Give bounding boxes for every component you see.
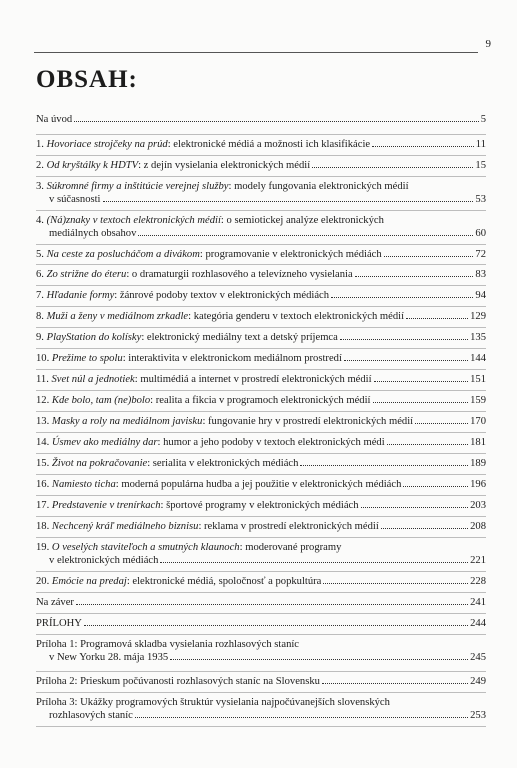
toc-entry-text: Príloha 3: Ukážky programových štruktúr vysielania najpočúvanejších slovenských xyxy=(36,697,390,708)
toc-entry xyxy=(36,475,486,496)
toc-entry xyxy=(36,496,486,517)
toc-entry xyxy=(36,245,486,265)
toc-page-number: 253 xyxy=(470,710,486,721)
toc-page-number: 249 xyxy=(470,676,486,687)
toc-entry-text: Na úvod xyxy=(36,114,73,125)
dot-leader xyxy=(323,583,468,584)
toc-entry xyxy=(36,572,486,593)
dot-leader xyxy=(415,423,468,424)
toc-page-number: 94 xyxy=(475,290,486,301)
toc-entry-text: 10. Prežime to spolu: interaktivita v elektronickom mediálnom prostredí xyxy=(36,353,342,364)
toc-entry-text: 17. Predstavenie v trenírkach: športové programy v elektronických médiách xyxy=(36,500,359,511)
toc-page-number: 221 xyxy=(470,555,486,566)
toc-entry xyxy=(36,593,486,614)
toc-page-number: 241 xyxy=(470,597,486,608)
dot-leader xyxy=(76,604,468,605)
dot-leader xyxy=(374,381,469,382)
toc-page-number: 135 xyxy=(470,332,486,343)
toc-entry xyxy=(36,370,486,391)
dot-leader xyxy=(355,276,474,277)
toc-entry-text: Na záver xyxy=(36,597,74,608)
toc-entry-text: 14. Úsmev ako mediálny dar: humor a jeho podoby v textoch elektronických médi xyxy=(36,437,385,448)
toc-entry-text: 15. Život na pokračovanie: serialita v elektronických médiách xyxy=(36,458,299,469)
toc-page-number: 189 xyxy=(470,458,486,469)
page-number: 9 xyxy=(485,38,491,50)
toc-page-number: 203 xyxy=(470,500,486,511)
toc-entry xyxy=(36,328,486,349)
toc-entry xyxy=(36,286,486,307)
dot-leader xyxy=(312,167,473,168)
dot-leader xyxy=(384,256,474,257)
toc-page-number: 15 xyxy=(475,160,486,171)
dot-leader xyxy=(403,486,468,487)
toc-entry xyxy=(36,635,486,672)
toc-page-number: 11 xyxy=(475,139,486,150)
toc-entry-text: v súčasnosti xyxy=(49,194,101,205)
toc-entry xyxy=(36,110,486,135)
dot-leader xyxy=(361,507,469,508)
dot-leader xyxy=(135,717,468,718)
toc-entry xyxy=(36,693,486,727)
toc-page-number: 144 xyxy=(470,353,486,364)
toc-entry-text: 7. Hľadanie formy: žánrové podoby textov v elektronických médiách xyxy=(36,290,330,301)
toc-entry-text: 8. Muži a ženy v mediálnom zrkadle: kategória genderu v textoch elektronických médií xyxy=(36,311,405,322)
toc-page-number: 245 xyxy=(470,652,486,663)
toc-entry-text: mediálnych obsahov xyxy=(49,228,137,239)
toc-entry-text: 16. Namiesto ticha: moderná populárna hudba a jej použitie v elektronických médiách xyxy=(36,479,402,490)
toc-entry-text: 6. Zo strižne do éteru: o dramaturgii rozhlasového a televízneho vysielania xyxy=(36,269,353,280)
dot-leader xyxy=(322,683,468,684)
toc-entry xyxy=(36,672,486,693)
toc-entry xyxy=(36,538,486,572)
dot-leader xyxy=(344,360,468,361)
dot-leader xyxy=(160,562,468,563)
toc-entry-text: 12. Kde bolo, tam (ne)bolo: realita a fikcia v programoch elektronických médií xyxy=(36,395,371,406)
toc-page-number: 159 xyxy=(470,395,486,406)
toc-page-number: 53 xyxy=(475,194,486,205)
dot-leader xyxy=(387,444,468,445)
toc-page-number: 72 xyxy=(475,249,486,260)
toc-entry-text: v elektronických médiách xyxy=(49,555,159,566)
toc-entry xyxy=(36,433,486,454)
toc-entry xyxy=(36,517,486,538)
toc-entry-text: 3. Súkromné firmy a inštitúcie verejnej služby: modely fungovania elektronických médií xyxy=(36,181,409,192)
dot-leader xyxy=(84,625,468,626)
toc-entry-text: 2. Od kryštálky k HDTV: z dejín vysielania elektronických médií xyxy=(36,160,311,171)
toc-page-number: 83 xyxy=(475,269,486,280)
toc-page-number: 181 xyxy=(470,437,486,448)
toc-entry xyxy=(36,211,486,245)
toc-entry-text: 11. Svet núl a jednotiek: multimédiá a internet v prostredí elektronických médií xyxy=(36,374,372,385)
toc-page-number: 208 xyxy=(470,521,486,532)
toc-entry-text: rozhlasových staníc xyxy=(49,710,133,721)
toc-page-number: 228 xyxy=(470,576,486,587)
toc-entry xyxy=(36,391,486,412)
toc-entry-text: 1. Hovoriace strojčeky na prúd: elektronické médiá a možnosti ich klasifikácie xyxy=(36,139,371,150)
table-of-contents xyxy=(36,110,486,727)
header-rule xyxy=(34,52,478,53)
toc-entry-text: v New Yorku 28. mája 1935 xyxy=(49,652,169,663)
toc-entry xyxy=(36,614,486,635)
toc-page-number: 170 xyxy=(470,416,486,427)
dot-leader xyxy=(372,146,474,147)
toc-page-number: 196 xyxy=(470,479,486,490)
toc-entry-text: 19. O veselých staviteľoch a smutných klaunoch: moderované programy xyxy=(36,542,342,553)
toc-page-number: 5 xyxy=(480,114,486,125)
toc-page-number: 60 xyxy=(475,228,486,239)
toc-entry xyxy=(36,349,486,370)
toc-entry-text: Príloha 1: Programová skladba vysielania rozhlasových staníc xyxy=(36,639,300,650)
toc-entry-text: Príloha 2: Prieskum počúvanosti rozhlasových staníc na Slovensku xyxy=(36,676,320,687)
dot-leader xyxy=(373,402,469,403)
toc-entry xyxy=(36,177,486,211)
dot-leader xyxy=(340,339,468,340)
toc-page-number: 244 xyxy=(470,618,486,629)
dot-leader xyxy=(300,465,468,466)
dot-leader xyxy=(74,121,479,122)
toc-entry xyxy=(36,412,486,433)
dot-leader xyxy=(406,318,468,319)
toc-entry-text: 9. PlayStation do kolísky: elektronický mediálny text a detský príjemca xyxy=(36,332,338,343)
toc-entry xyxy=(36,135,486,156)
dot-leader xyxy=(331,297,473,298)
toc-entry xyxy=(36,156,486,177)
toc-entry-text: PRÍLOHY xyxy=(36,618,82,629)
toc-entry xyxy=(36,265,486,286)
toc-page-number: 129 xyxy=(470,311,486,322)
dot-leader xyxy=(381,528,468,529)
toc-entry-text: 13. Masky a roly na mediálnom javisku: fungovanie hry v prostredí elektronických médií xyxy=(36,416,414,427)
toc-entry xyxy=(36,454,486,475)
toc-entry-text: 4. (Ná)znaky v textoch elektronických médií: o semiotickej analýze elektronických xyxy=(36,215,384,226)
page-title: OBSAH: xyxy=(36,66,138,93)
toc-entry xyxy=(36,307,486,328)
toc-entry-text: 5. Na ceste za poslucháčom a divákom: programovanie v elektronických médiách xyxy=(36,249,382,260)
toc-page-number: 151 xyxy=(470,374,486,385)
dot-leader xyxy=(170,659,468,660)
dot-leader xyxy=(138,235,473,236)
dot-leader xyxy=(103,201,474,202)
toc-entry-text: 18. Nechcený kráľ mediálneho biznisu: reklama v prostredí elektronických médií xyxy=(36,521,379,532)
toc-entry-text: 20. Emócie na predaj: elektronické médiá, spoločnosť a popkultúra xyxy=(36,576,322,587)
